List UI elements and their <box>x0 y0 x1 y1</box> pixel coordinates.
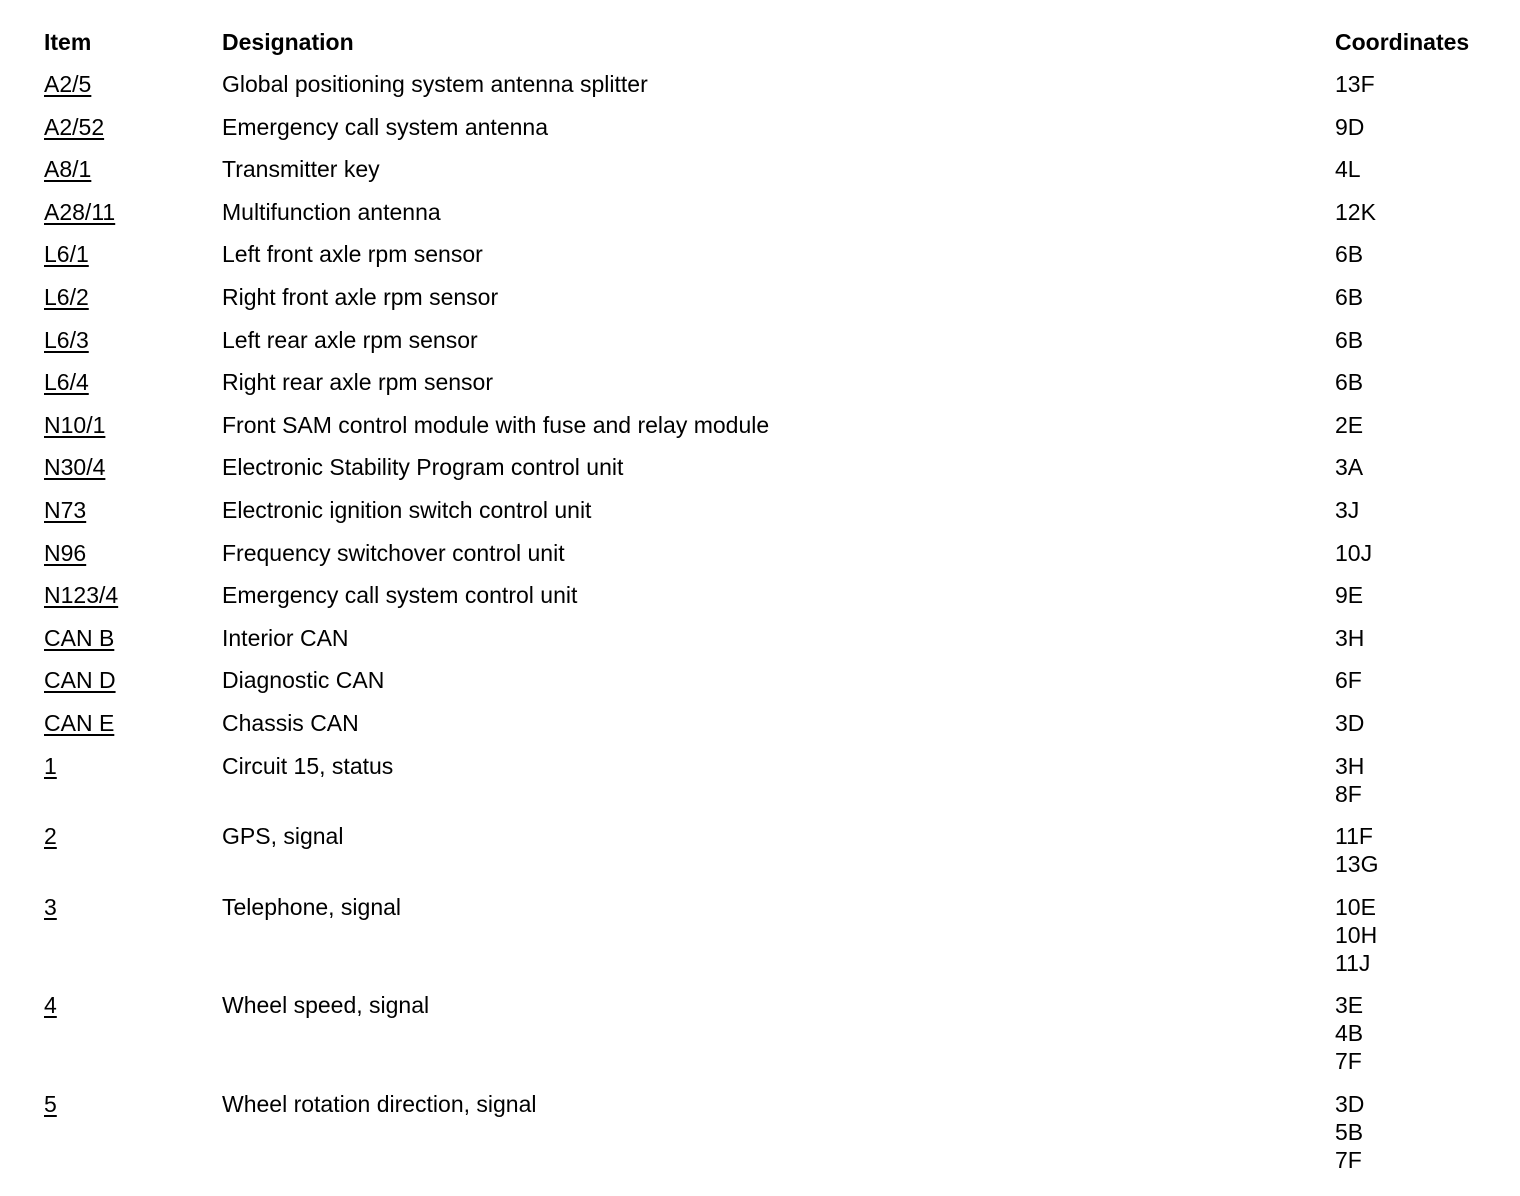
coordinates-cell <box>1335 283 1504 311</box>
coordinates-cell <box>1335 752 1504 808</box>
designation-cell: Left front axle rpm sensor <box>222 241 483 268</box>
header-designation: Designation <box>222 29 354 55</box>
item-link[interactable]: CAN B <box>44 624 115 651</box>
coordinates-cell <box>1335 581 1504 609</box>
item-link[interactable]: A28/11 <box>44 198 116 225</box>
coordinates-cell <box>1335 113 1504 141</box>
item-link[interactable]: N10/1 <box>44 411 106 438</box>
item-link[interactable]: 4 <box>44 992 57 1018</box>
table-body <box>44 70 1504 1188</box>
designation-cell: Circuit 15, status <box>222 752 394 779</box>
table-row <box>44 155 1504 198</box>
coordinate-value: 4B <box>1335 1020 1364 1046</box>
coordinates-cell <box>1335 496 1504 524</box>
coordinate-value: 7F <box>1335 1146 1362 1173</box>
item-link[interactable]: 1 <box>44 752 57 779</box>
coordinates-cell <box>1335 240 1504 268</box>
coordinates-cell <box>1335 411 1504 439</box>
item-link[interactable]: L6/1 <box>44 241 89 268</box>
designation-cell: Front SAM control module with fuse and relay module <box>222 411 770 438</box>
coordinates-cell <box>1335 70 1504 98</box>
coordinate-value: 6F <box>1335 667 1362 694</box>
item-link[interactable]: L6/4 <box>44 369 89 396</box>
coordinate-value: 13G <box>1335 851 1379 877</box>
designation-cell: Right front axle rpm sensor <box>222 283 499 310</box>
header-item: Item <box>44 29 92 55</box>
table-row <box>44 198 1504 241</box>
table-row <box>44 709 1504 752</box>
table-row <box>44 752 1504 823</box>
table-row <box>44 283 1504 326</box>
item-link[interactable]: N123/4 <box>44 582 119 609</box>
coordinate-value: 13F <box>1335 71 1375 97</box>
item-link[interactable]: CAN D <box>44 667 116 694</box>
coordinates-cell <box>1335 368 1504 396</box>
table-header <box>44 28 1504 70</box>
coordinates-cell <box>1335 539 1504 567</box>
coordinates-cell <box>1335 155 1504 183</box>
coordinate-value: 3E <box>1335 992 1364 1018</box>
table-row <box>44 666 1504 709</box>
item-link[interactable]: N96 <box>44 539 87 566</box>
table-row <box>44 822 1504 893</box>
coordinates-cell <box>1335 453 1504 481</box>
designation-cell: Wheel rotation direction, signal <box>222 1090 537 1117</box>
table-row <box>44 624 1504 667</box>
coordinates-cell <box>1335 624 1504 652</box>
header-coordinates: Coordinates <box>1335 29 1470 55</box>
table-row <box>44 1090 1504 1189</box>
coordinate-value: 4L <box>1335 156 1361 183</box>
designation-cell: Chassis CAN <box>222 709 359 736</box>
coordinate-value: 11F <box>1335 823 1373 849</box>
table-row <box>44 893 1504 992</box>
table-row <box>44 326 1504 369</box>
designation-cell: Electronic Stability Program control unit <box>222 454 624 481</box>
table-row <box>44 240 1504 283</box>
designation-cell: Interior CAN <box>222 624 349 651</box>
designation-cell: Global positioning system antenna splitter <box>222 71 648 97</box>
designation-cell: Diagnostic CAN <box>222 667 385 694</box>
table-row <box>44 453 1504 496</box>
designation-cell: Emergency call system antenna <box>222 113 548 140</box>
coordinate-value: 10J <box>1335 539 1373 566</box>
designation-cell: Transmitter key <box>222 156 380 183</box>
coordinates-cell <box>1335 326 1504 354</box>
designation-cell: Electronic ignition switch control unit <box>222 496 592 523</box>
coordinate-value: 2E <box>1335 411 1364 438</box>
coordinate-value: 9E <box>1335 582 1364 609</box>
coordinate-value: 7F <box>1335 1048 1362 1074</box>
coordinate-value: 5B <box>1335 1118 1364 1145</box>
item-link[interactable]: 3 <box>44 893 57 920</box>
designation-cell: Left rear axle rpm sensor <box>222 326 478 353</box>
item-link[interactable]: A2/5 <box>44 71 92 97</box>
coordinate-value: 8F <box>1335 780 1362 807</box>
designation-cell: Telephone, signal <box>222 893 402 920</box>
item-link[interactable]: N73 <box>44 496 87 523</box>
coordinate-value: 3H <box>1335 752 1365 779</box>
table-row <box>44 581 1504 624</box>
coordinate-value: 3H <box>1335 624 1365 651</box>
coordinates-cell <box>1335 893 1504 977</box>
table-row <box>44 496 1504 539</box>
coordinate-value: 10H <box>1335 921 1378 948</box>
designation-cell: Right rear axle rpm sensor <box>222 369 493 396</box>
coordinates-cell <box>1335 666 1504 694</box>
item-link[interactable]: 5 <box>44 1090 57 1117</box>
coordinate-value: 6B <box>1335 326 1364 353</box>
coordinate-value: 6B <box>1335 241 1364 268</box>
coordinate-value: 3A <box>1335 454 1364 481</box>
coordinates-cell <box>1335 1090 1504 1174</box>
item-link[interactable]: 2 <box>44 823 57 849</box>
item-link[interactable]: L6/3 <box>44 326 89 353</box>
coordinate-value: 12K <box>1335 198 1376 225</box>
coordinates-cell <box>1335 991 1504 1075</box>
coordinates-cell <box>1335 198 1504 226</box>
coordinate-value: 9D <box>1335 113 1365 140</box>
table-row <box>44 539 1504 582</box>
designation-cell: Wheel speed, signal <box>222 992 430 1018</box>
coordinates-cell <box>1335 709 1504 737</box>
coordinate-value: 3J <box>1335 496 1360 523</box>
legend-table <box>44 28 1504 1188</box>
designation-cell: GPS, signal <box>222 823 344 849</box>
table-row <box>44 70 1504 113</box>
designation-cell: Emergency call system control unit <box>222 582 578 609</box>
coordinate-value: 11J <box>1335 949 1371 976</box>
item-link[interactable]: N30/4 <box>44 454 106 481</box>
coordinate-value: 10E <box>1335 893 1376 920</box>
table-row <box>44 113 1504 156</box>
designation-cell: Multifunction antenna <box>222 198 441 225</box>
item-link[interactable]: L6/2 <box>44 283 89 310</box>
coordinate-value: 6B <box>1335 283 1364 310</box>
coordinate-value: 3D <box>1335 1090 1365 1117</box>
table-row <box>44 411 1504 454</box>
designation-cell: Frequency switchover control unit <box>222 539 565 566</box>
coordinate-value: 6B <box>1335 369 1364 396</box>
table-row <box>44 368 1504 411</box>
coordinate-value: 3D <box>1335 709 1365 736</box>
table-row <box>44 991 1504 1090</box>
item-link[interactable]: A8/1 <box>44 156 92 183</box>
item-link[interactable]: CAN E <box>44 709 115 736</box>
coordinates-cell <box>1335 822 1504 878</box>
item-link[interactable]: A2/52 <box>44 113 105 140</box>
